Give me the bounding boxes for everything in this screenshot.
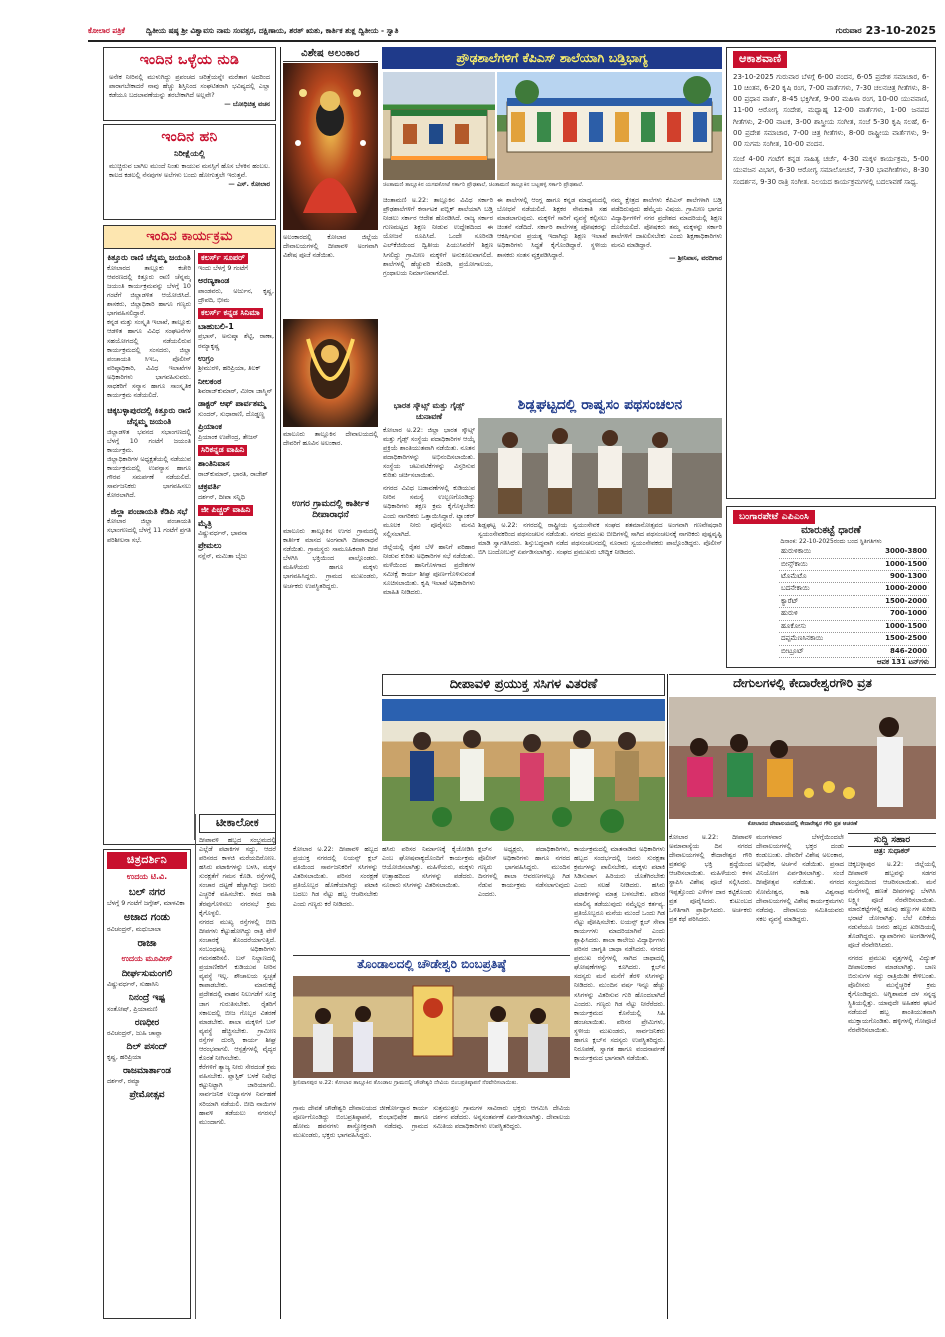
- market-row: [779, 608, 929, 620]
- quote-box: [103, 47, 276, 121]
- market-price: 1000-2000: [854, 583, 929, 595]
- tv-item-10: ಸಿರಿಕನ್ನಡ ವಾಹಿನಿ: [198, 445, 247, 456]
- market-item: ಬೀಟ್ರೂಟ್: [779, 645, 854, 657]
- rss-body: ಶಿಡ್ಲಘಟ್ಟ ಅ.22: ನಗರದಲ್ಲಿ ರಾಷ್ಟ್ರೀಯ ಸ್ವಯಂಸೇವಕ ಸಂಘದ ಶತಮಾನೋತ್ಸವದ ಅಂಗವಾಗಿ ಗಣವೇಷಧಾರಿ ಸ್ವಯಂಸೇವಕರಿಂದ ಪಥಸಂಚಲನ ನಡೆಯಿತು. ನಗರದ ಪ್ರಮುಖ ಬೀದಿಗಳಲ್ಲಿ ಸಾಗಿದ ಪಥಸಂಚಲನಕ್ಕೆ ನಾಗರಿಕರು ಪುಷ್ಪವೃಷ್ಟಿ ಮಾಡಿ ಸ್ವಾಗತಿಸಿದರು. ಶಿಸ್ತುಬದ್ಧವಾಗಿ ನಡೆದ ಪಥಸಂಚಲನದಲ್ಲಿ ನೂರಾರು ಸ್ವಯಂಸೇವಕರು ಪಾಲ್ಗೊಂಡಿದ್ದರು. ಪೊಲೀಸ್ ಬಿಗಿ ಬಂದೋಬಸ್ತ್ ಏರ್ಪಡಿಸಲಾಗಿತ್ತು. ಸಂಘದ ಪ್ರಮುಖರು ಬೌದ್ಧಿಕ ನೀಡಿದರು.: [478, 521, 722, 557]
- market-row: [779, 546, 929, 558]
- puja-icon: [669, 697, 936, 819]
- march-icon: [478, 418, 722, 518]
- paper-name: ಕೋಲಾರ ಪತ್ರಿಕೆ: [88, 26, 125, 35]
- cinema-item-2: ಅಜಾದ ಗಂಡು: [123, 912, 171, 924]
- tv-item-15: ಪ್ರೇಮಲು: [198, 541, 222, 551]
- tv-item-14: ಮೈತ್ರಿ: [198, 518, 212, 528]
- temple-box: [283, 47, 378, 802]
- cinema-filler-2: ರವಿಚಂದ್ರನ್, ಮಧುಬಾಲಾ: [107, 924, 162, 933]
- kedar-headline: ದೇಗುಲಗಳಲ್ಲಿ ಕೇದಾರೇಶ್ವರಗೌರಿ ವ್ರತ: [669, 674, 936, 694]
- market-price: 1000-1500: [854, 558, 929, 570]
- market-row: [779, 645, 929, 657]
- school-building-icon-2: [497, 72, 722, 180]
- tv-filler-2: ಪ್ರಭಾಸ್, ಅನುಷ್ಕಾ ಶೆಟ್ಟಿ, ರಾಣಾ, ರಮ್ಯಾಕೃಷ್ಣ: [198, 332, 274, 350]
- lead-photo-2: [497, 72, 722, 180]
- market-footer: ಆವಕ 131 ಟನ್‌ಗಳು: [876, 658, 929, 667]
- tv-filler-9: ವಿಷ್ಣುವರ್ಧನ್, ಭಾವನಾ: [198, 529, 248, 538]
- cinema-filler-3: ವಿಷ್ಣುವರ್ಧನ್, ಸುಹಾಸಿನಿ: [107, 980, 159, 989]
- market-row: [779, 558, 929, 570]
- chowdeshwari-col1: ಗ್ರಾಮ ದೇವತೆ ಚೌಡೇಶ್ವರಿ ದೇವಾಲಯದ ಜೀರ್ಣೋದ್ಧಾರ ಕಾರ್ಯ ಪೂರ್ಣಗೊಂಡಿದ್ದು ಬಿಂಬಪ್ರತಿಷ್ಠಾಪನೆ, ಕುಂಭಾಭಿಷೇಕ ಹಾಗೂ ಹೋಮ ಹವನಗಳು ಶಾಸ್ತ್ರೋಕ್ತವಾಗಿ ನಡೆದವು. ಗ್ರಾಮದ ಮುಖಂಡರು, ಭಕ್ತರು ಭಾಗವಹಿಸಿದ್ದರು.: [293, 1104, 428, 1140]
- kedar-col3: ಚಿಕ್ಕಬಳ್ಳಾಪುರ ಅ.22: ಜಿಲ್ಲೆಯಲ್ಲಿ ದೀಪಾವಳಿ ಹಬ್ಬವನ್ನು ಸಡಗರ ಸಂಭ್ರಮದಿಂದ ಆಚರಿಸಲಾಯಿತು. ಮನೆ ಮನೆಗಳಲ್ಲಿ ಹಣತೆ ದೀಪಗಳನ್ನು ಬೆಳಗಿಸಿ ಲಕ್ಷ್ಮೀ ಪೂಜೆ ನೆರವೇರಿಸಲಾಯಿತು. ಮಾರುಕಟ್ಟೆಗಳಲ್ಲಿ ಹೂವು ಹಣ್ಣುಗಳ ಖರೀದಿ ಭರಾಟೆ ಜೋರಾಗಿತ್ತು. ಬೆಲೆ ಏರಿಕೆಯ ನಡುವೆಯೂ ಜನರು ಹಬ್ಬದ ಖರೀದಿಯಲ್ಲಿ ತೊಡಗಿದ್ದರು. ವ್ಯಾಪಾರಿಗಳು ಅಂಗಡಿಗಳಲ್ಲಿ ಪೂಜೆ ನೆರವೇರಿಸಿದರು.: [848, 859, 936, 950]
- market-note: ದಿನಾಂಕ: 22-10-2025ರಂದು ಬಂದ ಸ್ಥಿತಿಗತಿಗಳು: [780, 537, 882, 545]
- deity-icon: [283, 63, 378, 230]
- market-subtitle: ಮಾರುಕಟ್ಟೆ ಧಾರಣೆ: [801, 525, 861, 537]
- programs-col1: [107, 250, 191, 842]
- quote-body: ಅನೇಕ ನೀರಿನಲ್ಲಿ ಮುಳುಗಿದ್ದು ಪ್ರಪಂಚದ ಚರಿತ್ರೆಯನ್ನೇ ಮರೆತಾಗ ಅದರಿಂದ ಪಾರಾಗಬೇಕಾದರೆ ನಾವು ಹೆಚ್ಚು ಶಿಸ್ತಿನಿಂದ ಸಂಘಟಿತರಾಗಿ ಭವಿಷ್ಯದಲ್ಲಿ ಎಲ್ಲಾ ಕಡೆಯೂ ಬದಲಾವಣೆಯನ್ನು ತರಬೇಕಾಗಿದೆ ಅಲ್ಲವೇ?: [109, 72, 270, 100]
- programs-col2: [198, 250, 274, 842]
- teekaloka-box: [195, 814, 276, 1319]
- tv-item-5: ಬಾಹುಬಲಿ-1: [198, 321, 234, 331]
- market-price: 1500-2000: [854, 595, 929, 607]
- issue-date: 23-10-2025: [865, 23, 936, 37]
- temple-title: ವಿಶೇಷ ಅಲಂಕಾರ: [283, 47, 378, 62]
- diwali-col4: ಕಾರ್ಯಕ್ರಮದಲ್ಲಿ ಮಾತನಾಡಿದ ಅಧಿಕಾರಿಗಳು ಹಬ್ಬದ ಸಂದರ್ಭದಲ್ಲಿ ಜನರು ಸುರಕ್ಷತಾ ಕ್ರಮಗಳನ್ನು ಪಾಲಿಸಬೇಕು, ಮಕ್ಕಳು ಪಟಾಕಿ ಸಿಡಿಸುವಾಗ ಹಿರಿಯರು ಜೊತೆಗಿರಬೇಕು ಎಂದು ಸಲಹೆ ನೀಡಿದರು. ಹಸಿರು ಪಟಾಕಿಗಳನ್ನು ಮಾತ್ರ ಬಳಸಬೇಕು. ಪರಿಸರ ಮಾಲಿನ್ಯ ತಡೆಯುವುದು ನಮ್ಮೆಲ್ಲರ ಕರ್ತವ್ಯ. ಪ್ರತಿಯೊಬ್ಬರೂ ಮನೆಯ ಮುಂದೆ ಒಂದು ಗಿಡ ನೆಟ್ಟು ಪೋಷಿಸಬೇಕು. ಲಯನ್ಸ್ ಕ್ಲಬ್ ಸೇವಾ ಕಾರ್ಯಗಳು ಮಾದರಿಯಾಗಿವೆ ಎಂದು ಶ್ಲಾಘಿಸಿದರು. ಶಾಲಾ ಕಾಲೇಜು ವಿದ್ಯಾರ್ಥಿಗಳು ಪರಿಸರ ಜಾಗೃತಿ ಜಾಥಾ ನಡೆಸಿದರು. ನಗರದ ಪ್ರಮುಖ ರಸ್ತೆಗಳಲ್ಲಿ ಸಾಗಿದ ಜಾಥಾದಲ್ಲಿ ಘೋಷಣೆಗಳನ್ನು ಕೂಗಿದರು. ಕ್ಲಬ್‌ನ ಸದಸ್ಯರು ಮನೆ ಮನೆಗೆ ತೆರಳಿ ಸಸಿಗಳನ್ನು ನೀಡಿದರು. ಮುಂದಿನ ವರ್ಷ ಇನ್ನೂ ಹೆಚ್ಚು ಸಸಿಗಳನ್ನು ವಿತರಿಸುವ ಗುರಿ ಹೊಂದಲಾಗಿದೆ ಎಂದರು. ಗಣ್ಯರು ಗಿಡ ನೆಟ್ಟು ನೀರೆರೆದರು. ಕಾರ್ಯಕ್ರಮದ ಕೊನೆಯಲ್ಲಿ ಸಿಹಿ ಹಂಚಲಾಯಿತು. ಪರಿಸರ ಪ್ರೇಮಿಗಳು, ಸ್ಥಳೀಯ ಮುಖಂಡರು, ಸಾರ್ವಜನಿಕರು ಹಾಗೂ ಕ್ಲಬ್‌ನ ಸದಸ್ಯರು ಉಪಸ್ಥಿತರಿದ್ದರು. ನಿರೂಪಣೆ, ಸ್ವಾಗತ ಹಾಗೂ ವಂದನಾರ್ಪಣೆ ಕಾರ್ಯಕ್ರಮದ ಭಾಗವಾಗಿ ನಡೆಯಿತು.: [574, 845, 665, 1063]
- chowdeshwari-headline: ತೊಂಡಾಲದಲ್ಲಿ ಚೌಡೇಶ್ವರಿ ಬಿಂಬಪ್ರತಿಷ್ಠೆ: [293, 955, 570, 973]
- hani-body: ಮುಚ್ಚಿರುವ ಬಾಗಿಲ ಮುಂದೆ ನಿಂತು ಕಾಯುವ ಮನಸ್ಸಿಗೆ ಹೊಸ ಬೆಳಕಿನ ಹಂಬಲ. ಕಾಲದ ಕಡಲಲ್ಲಿ ನೆನಪುಗಳ ಅಲೆಗಳು ಬಂದು ಹೋಗುತ್ತಲೇ ಇರುತ್ತವೆ.: [109, 161, 270, 179]
- chowdeshwari-col2: ಸುತ್ತಮುತ್ತಲ ಗ್ರಾಮಗಳ ಸಾವಿರಾರು ಭಕ್ತರು ಆಗಮಿಸಿ ದೇವಿಯ ದರ್ಶನ ಪಡೆದರು. ಅನ್ನಸಂತರ್ಪಣೆ ಏರ್ಪಡಿಸಲಾಗಿತ್ತು. ದೇವಾಲಯ ಸಮಿತಿಯ ಪದಾಧಿಕಾರಿಗಳು ಉಪಸ್ಥಿತರಿದ್ದರು.: [433, 1104, 570, 1131]
- cinema-filler-1: ಬೆಳಗ್ಗೆ 9 ಗಂಟೆಗೆ ಜಗ್ಗೇಶ್, ಮಾಳವಿಕಾ: [107, 899, 185, 908]
- chowdeshwari-caption: ಶ್ರೀನಿವಾಸಪುರ ಅ.22: ಕೋಲಾರ ತಾಲ್ಲೂಕಿನ ತೊಂಡಾಲ ಗ್ರಾಮದಲ್ಲಿ ಚೌಡೇಶ್ವರಿ ದೇವಿಯ ಬಿಂಬಪ್ರತಿಷ್ಠಾಪನೆ ನೆರವೇರಿಸಲಾಯಿತು.: [293, 1080, 519, 1086]
- general-body-1: [383, 400, 475, 670]
- general-body-3-text: ಜಿಲ್ಲೆಯಲ್ಲಿ ರೈತರ ಬೆಳೆ ಹಾನಿಗೆ ಪರಿಹಾರ ನೀಡುವ ಕುರಿತು ಅಧಿಕಾರಿಗಳ ಸಭೆ ನಡೆಯಿತು. ಮಳೆಯಿಂದ ಹಾನಿಗೊಳಗಾದ ಪ್ರದೇಶಗಳ ಸಮೀಕ್ಷೆ ಕಾರ್ಯ ಶೀಘ್ರ ಪೂರ್ಣಗೊಳಿಸುವಂತೆ ಸೂಚಿಸಲಾಯಿತು. ಕೃಷಿ ಇಲಾಖೆ ಅಧಿಕಾರಿಗಳು ಮಾಹಿತಿ ನೀಡಿದರು.: [383, 542, 475, 597]
- cinema-item-6: ರಣಧೀರ: [134, 1017, 160, 1028]
- tv-filler-4: ಶಿವರಾಜ್‌ಕುಮಾರ್, ಮೀರಾ ಜಾಸ್ಮಿನ್: [198, 387, 273, 396]
- cinema-item-7: ದಿಲ್ ಪಸಂದ್: [126, 1041, 168, 1052]
- tv-filler-3: ಶ್ರೀಮುರಳಿ, ಹರಿಪ್ರಿಯಾ, ತಿಲಕ್: [198, 364, 261, 373]
- cinema-box: [103, 849, 191, 1319]
- kedar-col3-head: ಸುದ್ದಿ ಸಹಾರ: [848, 833, 936, 847]
- market-item: ಕ್ಯಾರೆಟ್: [779, 595, 854, 607]
- cinema-filler-7: ದರ್ಶನ್, ರಮ್ಯಾ: [107, 1077, 141, 1086]
- tv-item-8: ಡಾಕ್ಟರ್ ಆಫ್ ಪಾರ್ವತಮ್ಮ: [198, 399, 266, 409]
- column-rule-1: [280, 47, 281, 1319]
- radio-box: [726, 47, 936, 499]
- lead-headline: [382, 47, 722, 69]
- programs-title: ಇಂದಿನ ಕಾರ್ಯಕ್ರಮ: [104, 226, 275, 249]
- market-row: [779, 571, 929, 583]
- cinema-title: ಚಿತ್ರದರ್ಶಿನಿ: [107, 852, 187, 869]
- market-item: ಬೀನ್ಸ್‌ಕಾಯಿ: [779, 558, 854, 570]
- panchanga-line: ದ್ವಿತೀಯ ಷಷ್ಠ ಶ್ರೀ ವಿಶ್ವಾವಸು ನಾಮ ಸಂವತ್ಸರ, ದಕ್ಷಿಣಾಯ, ಶರತ್ ಋತು, ಕಾರ್ತಿಕ ಶುಕ್ಲ ದ್ವಿತೀಯ - ಸ್ವಾತಿ: [146, 26, 399, 35]
- program-item-3-text: ಕೋಲಾರ ಜಿಲ್ಲಾ ಪಂಚಾಯತಿ ಸಭಾಂಗಣದಲ್ಲಿ ಬೆಳಗ್ಗೆ 11 ಗಂಟೆಗೆ ಪ್ರಗತಿ ಪರಿಶೀಲನಾ ಸಭೆ.: [107, 517, 191, 544]
- market-table: [779, 546, 929, 658]
- general-body-2-text: ನಗರದ ವಿವಿಧ ಬಡಾವಣೆಗಳಲ್ಲಿ ಕುಡಿಯುವ ನೀರಿನ ಸಮಸ್ಯೆ ಉಲ್ಬಣಗೊಂಡಿದ್ದು ಅಧಿಕಾರಿಗಳು ತಕ್ಷಣ ಕ್ರಮ ಕೈಗೊಳ್ಳಬೇಕು ಎಂದು ನಾಗರಿಕರು ಒತ್ತಾಯಿಸಿದ್ದಾರೆ. ಟ್ಯಾಂಕರ್ ಮೂಲಕ ನೀರು ಪೂರೈಸಲು ಮನವಿ ಸಲ್ಲಿಸಲಾಗಿದೆ.: [383, 484, 475, 538]
- lead-photo-1: [383, 72, 495, 180]
- tv-filler-5: ಸುಂದರ್, ಸುಧಾರಾಣಿ, ದೊಡ್ಡಣ್ಣ: [198, 410, 265, 419]
- tv-item-2: ಇಂದು ಬೆಳಗ್ಗೆ 9 ಗಂಟೆಗೆ: [198, 263, 248, 272]
- lead-col3-wrap: [611, 196, 722, 396]
- chowdeshwari-photo: [293, 976, 570, 1078]
- cinema-item-8: ರಾಜಮಾರ್ತಾಂಡ: [122, 1066, 172, 1077]
- radio-body-2: ಸಂಜೆ 4-00 ಗಂಟೆಗೆ ಕನ್ನಡ ಸಾಹಿತ್ಯ ಚರ್ಚೆ, 4-30 ಮಕ್ಕಳ ಕಾರ್ಯಕ್ರಮ, 5-00 ಯುವಜನ ವಿಭಾಗ, 6-30 ಆರೋಗ್ಯ ಸಮಾಲೋಚನೆ, 7-30 ಭಾವಗೀತೆಗಳು, 8-30 ಸಂದರ್ಶನ, 9-30 ರಾತ್ರಿ ಸಂಗೀತ. ನಿಲಯದ ಕಾರ್ಯಕ್ರಮಗಳಲ್ಲಿ ಬದಲಾವಣೆ ಸಾಧ್ಯ.: [733, 155, 929, 186]
- lead-title: ಪ್ರೌಢಶಾಲೆಗಳಿಗೆ ಕೆಪಿಎಸ್ ಶಾಲೆಯಾಗಿ ಬಡ್ತಿಭಾಗ್ಯ: [456, 49, 648, 65]
- rss-photo: [478, 418, 722, 518]
- kedar-col3-more: ನಗರದ ಪ್ರಮುಖ ವೃತ್ತಗಳಲ್ಲಿ ವಿದ್ಯುತ್ ದೀಪಾಲಂಕಾರ ಮಾಡಲಾಗಿತ್ತು. ಬಾಣ ಬಿರುಸುಗಳ ಸದ್ದು ರಾತ್ರಿಯಿಡೀ ಕೇಳಿಬಂತು. ಪೊಲೀಸರು ಮುನ್ನೆಚ್ಚರಿಕೆ ಕ್ರಮ ಕೈಗೊಂಡಿದ್ದರು. ಅಗ್ನಿಶಾಮಕ ದಳ ಸನ್ನದ್ಧ ಸ್ಥಿತಿಯಲ್ಲಿತ್ತು. ಯಾವುದೇ ಅಹಿತಕರ ಘಟನೆ ನಡೆಯದೆ ಹಬ್ಬ ಶಾಂತಿಯುತವಾಗಿ ಮುಕ್ತಾಯಗೊಂಡಿತು. ಹಳ್ಳಿಗಳಲ್ಲಿ ಗೋಪೂಜೆ ನೆರವೇರಿಸಲಾಯಿತು.: [848, 953, 936, 1035]
- tv-item-1: ಕಲರ್ಸ್ ಸೂಪರ್: [198, 253, 248, 264]
- rss-headline: ಶಿಡ್ಲಘಟ್ಟದಲ್ಲಿ ರಾಷ್ವಸಂ ಪಥಸಂಚಲನ: [517, 397, 683, 413]
- market-item: ಹೂಕೋಸು: [779, 620, 854, 632]
- diwali-col3: ಕ್ಲಬ್‌ನ ಅಧ್ಯಕ್ಷರು, ಪದಾಧಿಕಾರಿಗಳು, ಪೊಲೀಸ್ ಅಧಿಕಾರಿಗಳು ಹಾಗೂ ನಗರದ ಗಣ್ಯರು ಭಾಗವಹಿಸಿದ್ದರು. ಮುಂದಿನ ದಿನಗಳಲ್ಲಿ ಶಾಲಾ ಆವರಣಗಳಲ್ಲೂ ಗಿಡ ನೆಡುವ ಕಾರ್ಯಕ್ರಮ ನಡೆಸಲಾಗುವುದು ಎಂದರು.: [478, 845, 570, 899]
- lead-author: — ಶ್ರೀನಿವಾಸ, ವರದಿಗಾರ: [669, 253, 722, 262]
- temple-body2: ಮಾಲೂರು ತಾಲ್ಲೂಕಿನ ಉಗರ ಗ್ರಾಮದಲ್ಲಿ ಕಾರ್ತೀಕ ಮಾಸದ ಅಂಗವಾಗಿ ದೀಪಾರಾಧನೆ ನಡೆಯಿತು. ಗ್ರಾಮಸ್ಥರು ಸಾಮೂಹಿಕವಾಗಿ ದೀಪ ಬೆಳಗಿಸಿ ಭಕ್ತಿಯಿಂದ ಪಾಲ್ಗೊಂಡರು. ಮಹಿಳೆಯರು ಹಾಗೂ ಮಕ್ಕಳು ಭಾಗವಹಿಸಿದ್ದರು. ಗ್ರಾಮದ ಮುಖಂಡರು, ಅರ್ಚಕರು ಉಪಸ್ಥಿತರಿದ್ದರು.: [283, 527, 378, 590]
- tv-item-9: ಪ್ರಿಯಾಂಕ: [198, 422, 223, 432]
- tv-item-11: ಶಾಂತಿನಿವಾಸ: [198, 459, 230, 469]
- temple-subhead: ಉಗರ ಗ್ರಾಮದಲ್ಲಿ ಕಾರ್ತೀಕ ದೀಪಾರಾಧನೆ: [291, 499, 370, 520]
- diwali-title: ದೀಪಾವಳಿ ಪ್ರಯುಕ್ತ ಸಸಿಗಳ ವಿತರಣೆ: [449, 677, 598, 693]
- radio-body: 23-10-2025 ಗುರುವಾರ ಬೆಳಗ್ಗೆ 6-00 ವಂದನ, 6-05 ಪ್ರದೇಶ ಸಮಾಚಾರ, 6-10 ಚಿಂತನ, 6-20 ಕೃಷಿ ರಂಗ, 7-00 ವಾರ್ತೆಗಳು, 7-30 ಚಲನಚಿತ್ರ ಗೀತೆಗಳು, 8-00 ಪ್ರಧಾನ ವಾರ್ತೆ, 8-45 ಭಕ್ತಿಗೀತೆ, 9-00 ಮಹಿಳಾ ರಂಗ, 10-00 ಯುವವಾಣಿ, 11-00 ಆರೋಗ್ಯ ಸಂದೇಶ, ಮಧ್ಯಾಹ್ನ 12-00 ವಾರ್ತೆಗಳು, 1-00 ಜನಪದ ಗೀತೆಗಳು, 2-00 ನಾಟಕ, 3-00 ಶಾಸ್ತ್ರೀಯ ಸಂಗೀತ, ಸಂಜೆ 5-30 ಕೃಷಿ ಸಲಹೆ, 6-00 ಪ್ರದೇಶ ಸಮಾಚಾರ, 7-00 ಚಿತ್ರ ಗೀತೆಗಳು, 8-00 ರಾಷ್ಟ್ರೀಯ ವಾರ್ತೆಗಳು, 9-00 ಸುಗಮ ಸಂಗೀತ, 10-00 ವಂದನ.: [733, 72, 929, 148]
- programs-box: [103, 225, 276, 845]
- diwali-photo: [382, 699, 665, 841]
- tv-item-13: ಜೀ ಪಿಚ್ಚರ್ ವಾಹಿನಿ: [198, 505, 253, 516]
- kedar-body: ಕೋಲಾರ ಅ.22: ದೀಪಾವಳಿ ಅಮಾವಾಸ್ಯೆಯ ದಿನ ನಗರದ ದೇವಾಲಯಗಳಲ್ಲಿ ಕೇದಾರೇಶ್ವರ ಗೌರಿ ವ್ರತವನ್ನು ಭಕ್ತಿ ಶ್ರದ್ಧೆಯಿಂದ ಆಚರಿಸಲಾಯಿತು. ಮಹಿಳೆಯರು ಕಳಸ ಸ್ಥಾಪಿಸಿ ವಿಶೇಷ ಪೂಜೆ ಸಲ್ಲಿಸಿದರು. ಇಪ್ಪತ್ತೊಂದು ಎಳೆಗಳ ದಾರ ಕಟ್ಟಿಕೊಂಡು ವ್ರತ ಪೂರೈಸಿದರು. ಕುಟುಂಬದ ಒಳಿತಿಗಾಗಿ ಪ್ರಾರ್ಥಿಸಿದರು. ಅರ್ಚಕರು ವ್ರತ ಕಥೆ ಪಠಿಸಿದರು.: [669, 833, 752, 923]
- program-item-2-text: ಜಿಲ್ಲಾಡಳಿತ ಭವನದ ಸಭಾಂಗಣದಲ್ಲಿ ಬೆಳಗ್ಗೆ 10 ಗಂಟೆಗೆ ಜಯಂತಿ ಕಾರ್ಯಕ್ರಮ.: [107, 427, 191, 454]
- lead-caption: ಚಿಂತಾಮಣಿ ತಾಲ್ಲೂಕಿನ ಯಗವಕೋಟೆ ಸರ್ಕಾರಿ ಪ್ರೌಢಶಾಲೆ, ಚಿಂತಾಮಣಿ ತಾಲ್ಲೂಕಿನ ಬಟ್ಲಹಳ್ಳಿ ಸರ್ಕಾರಿ ಪ್ರೌಢಶಾಲೆ.: [383, 182, 584, 188]
- market-item: ಹುರುಳಿ: [779, 608, 854, 620]
- general-subhead-1: ಭಾರತ ಸ್ಕೌಟ್ಸ್ ಮತ್ತು ಗೈಡ್ಸ್ ಚುನಾವಣೆ: [393, 401, 465, 422]
- diwali-headline: [382, 674, 665, 696]
- cinema-item-9: ಪ್ರೇಮೋತ್ಸವ: [129, 1090, 165, 1101]
- market-row: [779, 595, 929, 607]
- kedar-col3-wrap: [848, 833, 936, 1319]
- temple-photo-1: [283, 63, 378, 230]
- kedar-caption: ಕೋಲಾರದ ದೇವಾಲಯದಲ್ಲಿ ಕೇದಾರೇಶ್ವರ ಗೌರಿ ವ್ರತ ಆಚರಣೆ: [747, 821, 858, 827]
- sapling-distribution-icon: [382, 699, 665, 841]
- program-item-2-title: ಚಿಕ್ಕಬಳ್ಳಾಪುರದಲ್ಲಿ ಕಿತ್ತೂರು ರಾಣಿ ಚೆನ್ನಮ್ಮ ಜಯಂತಿ: [107, 406, 191, 426]
- tv-filler-6: ಪ್ರಿಯಾಂಕ ಉಪೇಂದ್ರ, ತೇಜಸ್: [198, 433, 258, 442]
- hani-box: [103, 124, 276, 220]
- hani-author: — ಎಸ್. ಕೋಲಾರ: [228, 179, 270, 188]
- cinema-filler-6: ಕೃಷ್ಣ, ಹರಿಪ್ರಿಯಾ: [107, 1052, 142, 1061]
- cinema-head-1: ಉದಯ ಟಿ.ವಿ.: [126, 871, 168, 881]
- market-row: [779, 583, 929, 595]
- tv-item-7: ನೀಲಕಂಠ: [198, 376, 222, 386]
- school-building-icon: [383, 72, 495, 180]
- market-item: ದಪ್ಪಮೆಣಸಿನಕಾಯಿ: [779, 633, 854, 645]
- programs-divider: [194, 250, 195, 840]
- general-body-1-text: ಕೋಲಾರ ಅ.22: ಜಿಲ್ಲಾ ಭಾರತ ಸ್ಕೌಟ್ಸ್ ಮತ್ತು ಗೈಡ್ಸ್ ಸಂಸ್ಥೆಯ ಪದಾಧಿಕಾರಿಗಳ ಆಯ್ಕೆ ಪ್ರಕ್ರಿಯೆ ಶಾಂತಿಯುತವಾಗಿ ನಡೆಯಿತು. ನೂತನ ಪದಾಧಿಕಾರಿಗಳನ್ನು ಅಭಿನಂದಿಸಲಾಯಿತು. ಸಂಸ್ಥೆಯ ಚಟುವಟಿಕೆಗಳನ್ನು ವಿಸ್ತರಿಸುವ ಕುರಿತು ಚರ್ಚಿಸಲಾಯಿತು.: [383, 425, 475, 480]
- market-price: 3000-3800: [854, 546, 929, 558]
- program-item-3-title: ಜಿಲ್ಲಾ ಪಂಚಾಯತಿ ಕೆಡಿಪಿ ಸಭೆ: [110, 506, 188, 516]
- market-row: [779, 620, 929, 632]
- quote-title: ಇಂದಿನ ಒಳ್ಳೆಯ ನುಡಿ: [139, 52, 240, 68]
- market-title: ಬಂಗಾರಪೇಟೆ ಎಪಿಎಂಸಿ: [733, 510, 815, 524]
- cinema-item-5: ನಿನಂದ್ರೆ ಇಷ್ಟ: [128, 993, 166, 1004]
- teekaloka-body-2: ನಗರದ ಮುಖ್ಯ ರಸ್ತೆಗಳಲ್ಲಿ ಬೀದಿ ದೀಪಗಳು ಕೆಟ್ಟುಹೋಗಿದ್ದು ರಾತ್ರಿ ವೇಳೆ ಸಂಚಾರಕ್ಕೆ ತೊಂದರೆಯಾಗುತ್ತಿದೆ. ಸಂಬಂಧಪಟ್ಟ ಅಧಿಕಾರಿಗಳು ಗಮನಹರಿಸಲಿ. ಬಸ್ ನಿಲ್ದಾಣದಲ್ಲಿ ಪ್ರಯಾಣಿಕರಿಗೆ ಕುಡಿಯುವ ನೀರಿನ ವ್ಯವಸ್ಥೆ ಇಲ್ಲ. ಶೌಚಾಲಯ ಸ್ವಚ್ಛತೆ ಕಾಪಾಡಬೇಕು. ಮಾರುಕಟ್ಟೆ ಪ್ರದೇಶದಲ್ಲಿ ವಾಹನ ನಿಲುಗಡೆಗೆ ಸೂಕ್ತ ಜಾಗ ಗುರುತಿಸಬೇಕು. ರೈತರಿಗೆ ಸಕಾಲದಲ್ಲಿ ಬೀಜ ಗೊಬ್ಬರ ವಿತರಣೆ ಮಾಡಬೇಕು. ಶಾಲಾ ಮಕ್ಕಳಿಗೆ ಬಸ್ ವ್ಯವಸ್ಥೆ ಹೆಚ್ಚಿಸಬೇಕು. ಗ್ರಾಮೀಣ ರಸ್ತೆಗಳ ದುರಸ್ತಿ ಕಾರ್ಯ ಶೀಘ್ರ ಆರಂಭವಾಗಲಿ. ಆಸ್ಪತ್ರೆಗಳಲ್ಲಿ ವೈದ್ಯರ ಕೊರತೆ ನೀಗಿಸಬೇಕು.: [199, 917, 276, 1063]
- market-price: 846-2000: [854, 645, 929, 657]
- market-price: 1000-1500: [854, 620, 929, 632]
- program-item-2-more: ಜಿಲ್ಲಾಧಿಕಾರಿಗಳ ಅಧ್ಯಕ್ಷತೆಯಲ್ಲಿ ನಡೆಯುವ ಕಾರ್ಯಕ್ರಮದಲ್ಲಿ ಉಪನ್ಯಾಸ ಹಾಗೂ ಗೌರವ ಸಮರ್ಪಣೆ ನಡೆಯಲಿದೆ. ಸಾರ್ವಜನಿಕರು ಭಾಗವಹಿಸಲು ಕೋರಲಾಗಿದೆ.: [107, 455, 191, 500]
- cinema-filler-4: ಸಂತೋಷ್, ಪ್ರಿಯಾಮಣಿ: [107, 1004, 158, 1013]
- tv-item-4: ಕಲರ್ಸ್ ಕನ್ನಡ ಸಿನಿಮಾ: [198, 308, 263, 319]
- teekaloka-body-3: ಕೆರೆಗಳಿಗೆ ತ್ಯಾಜ್ಯ ನೀರು ಸೇರದಂತೆ ಕ್ರಮ ವಹಿಸಬೇಕು. ಪ್ಲಾಸ್ಟಿಕ್ ಬಳಕೆ ನಿಷೇಧ ಕಟ್ಟುನಿಟ್ಟಾಗಿ ಜಾರಿಯಾಗಲಿ. ಸಾರ್ವಜನಿಕ ಉದ್ಯಾನಗಳ ನಿರ್ವಹಣೆ ಸರಿಯಾಗಿ ನಡೆಯಲಿ. ಬೀದಿ ನಾಯಿಗಳ ಹಾವಳಿ ತಡೆಯಲು ನಗರಸಭೆ ಮುಂದಾಗಲಿ.: [199, 1063, 276, 1126]
- tv-filler-1: ಪಾಂಡವರು, ಅರ್ಜುನ, ಕೃಷ್ಣ, ದ್ರೌಪದಿ, ಭೀಮ: [198, 286, 274, 304]
- cinema-head-2: ಉದಯ ಮೂವೀಸ್: [121, 954, 173, 964]
- market-price: 1500-2500: [854, 633, 929, 645]
- tv-filler-8: ದರ್ಶನ್, ದೀಪಾ ಸನ್ನಿಧಿ: [198, 492, 245, 501]
- hani-title: ಇಂದಿನ ಹನಿ: [161, 129, 218, 145]
- diwali-col2: ಹಸಿರು ಪರಿಸರ ನಿರ್ಮಾಣಕ್ಕೆ ಕೈಜೋಡಿಸಿ ಎಂಬ ಘೋಷವಾಕ್ಯದೊಂದಿಗೆ ಕಾರ್ಯಕ್ರಮ ಆಯೋಜಿಸಲಾಗಿತ್ತು. ಮಹಿಳೆಯರು, ಮಕ್ಕಳು ಉತ್ಸಾಹದಿಂದ ಸಸಿಗಳನ್ನು ಪಡೆದರು. ನೂರಾರು ಸಸಿಗಳನ್ನು ವಿತರಿಸಲಾಯಿತು.: [382, 845, 474, 890]
- tv-item-12: ಚಕ್ರವರ್ತಿ: [198, 481, 221, 491]
- market-row: [779, 633, 929, 645]
- issue-day: ಗುರುವಾರ: [835, 25, 862, 35]
- kedar-col3-sub: ಚಿತ್ರ: ಸುಧಾಕರ್: [873, 847, 910, 856]
- temple-gathering-icon: [293, 976, 570, 1078]
- lead-col3: ನಮ್ಮ ಕ್ಷೇತ್ರದ ಶಾಲೆಗಳು ಕೆಪಿಎಸ್ ಶಾಲೆಗಳಾಗಿ ಬಡ್ತಿ ಪಡೆದಿರುವುದು ಹೆಮ್ಮೆಯ ವಿಷಯ. ಗ್ರಾಮೀಣ ಭಾಗದ ವಿದ್ಯಾರ್ಥಿಗಳಿಗೆ ನಗರ ಪ್ರದೇಶದ ಮಾದರಿಯಲ್ಲಿ ಶಿಕ್ಷಣ ದೊರೆಯಲಿದೆ. ಪೋಷಕರು ತಮ್ಮ ಮಕ್ಕಳನ್ನು ಸರ್ಕಾರಿ ಶಾಲೆಗಳಿಗೆ ದಾಖಲಿಸಬೇಕು ಎಂದು ಶಿಕ್ಷಣಾಧಿಕಾರಿಗಳು ಮನವಿ ಮಾಡಿದ್ದಾರೆ.: [611, 196, 722, 250]
- teekaloka-title: ಟೀಕಾಲೋಕ: [199, 814, 276, 833]
- garland-icon: [283, 319, 378, 427]
- market-item: ಟೊಮೆಟೊ: [779, 571, 854, 583]
- tv-filler-7: ರಾಜ್‌ಕುಮಾರ್, ಭಾರತಿ, ರಾಜೇಶ್: [198, 469, 268, 478]
- quote-source: — ಬೋಧಿಚಿತ್ತ ವಚನ: [224, 100, 270, 109]
- market-price: 900-1300: [854, 571, 929, 583]
- lead-col1: ಚಿಂತಾಮಣಿ ಅ.22: ತಾಲ್ಲೂಕಿನ ವಿವಿಧ ಸರ್ಕಾರಿ ಪ್ರೌಢಶಾಲೆಗಳಿಗೆ ಕರ್ನಾಟಕ ಪಬ್ಲಿಕ್ ಶಾಲೆಯಾಗಿ ಬಡ್ತಿ ನೀಡಲು ಸರ್ಕಾರ ಆದೇಶ ಹೊರಡಿಸಿದೆ. ರಾಜ್ಯ ಸರ್ಕಾರ ಗುಣಮಟ್ಟದ ಶಿಕ್ಷಣ ನೀಡುವ ಉದ್ದೇಶದಿಂದ ಈ ಯೋಜನೆ ರೂಪಿಸಿದೆ. ಒಂದೇ ಸೂರಿನಡಿ ಎಲ್‌ಕೆಜಿಯಿಂದ ದ್ವಿತೀಯ ಪಿಯುಸಿವರೆಗೆ ಶಿಕ್ಷಣ ಸಿಗಲಿದ್ದು ಗ್ರಾಮೀಣ ಮಕ್ಕಳಿಗೆ ಅನುಕೂಲವಾಗಲಿದೆ. ಶಾಲೆಗಳಲ್ಲಿ ಹೆಚ್ಚುವರಿ ಕೊಠಡಿ, ಪ್ರಯೋಗಾಲಯ, ಗ್ರಂಥಾಲಯ ನಿರ್ಮಾಣವಾಗಲಿದೆ.: [383, 196, 493, 277]
- tv-item-3: ಅರಣ್ಯಕಾಂಡ: [198, 275, 230, 285]
- lead-col2: ಈ ಶಾಲೆಗಳಲ್ಲಿ ಆಂಗ್ಲ ಹಾಗೂ ಕನ್ನಡ ಮಾಧ್ಯಮದಲ್ಲಿ ಬೋಧನೆ ನಡೆಯಲಿದೆ. ಶಿಕ್ಷಕರ ನೇಮಕಾತಿ ಸಹ ಮಾಡಲಾಗುವುದು. ಮಕ್ಕಳಿಗೆ ಸಾರಿಗೆ ವ್ಯವಸ್ಥೆ ಕಲ್ಪಿಸಲು ಚಿಂತನೆ ನಡೆದಿದೆ. ಸರ್ಕಾರಿ ಶಾಲೆಗಳತ್ತ ಪೋಷಕರನ್ನು ಆಕರ್ಷಿಸುವ ಪ್ರಯತ್ನ ಇದಾಗಿದ್ದು ಶಿಕ್ಷಣ ಇಲಾಖೆ ಅಧಿಕಾರಿಗಳು ಸಿದ್ಧತೆ ಕೈಗೊಂಡಿದ್ದಾರೆ. ಸ್ಥಳೀಯ ಶಾಸಕರು ಸಂತಸ ವ್ಯಕ್ತಪಡಿಸಿದ್ದಾರೆ.: [497, 196, 607, 259]
- tv-item-6: ಉಗ್ರಂ: [198, 353, 214, 363]
- market-price: 700-1000: [854, 608, 929, 620]
- program-item-1-text: ಕೋಲಾರದ ತಾಲ್ಲೂಕು ಕಚೇರಿ ಆವರಣದಲ್ಲಿ ಕಿತ್ತೂರು ರಾಣಿ ಚೆನ್ನಮ್ಮ ಜಯಂತಿ ಕಾರ್ಯಕ್ರಮವನ್ನು ಬೆಳಗ್ಗೆ 10 ಗಂಟೆಗೆ ಜಿಲ್ಲಾಡಳಿತ ಆಯೋಜಿಸಿದೆ. ಶಾಸಕರು, ಜಿಲ್ಲಾಧಿಕಾರಿ ಹಾಗೂ ಗಣ್ಯರು ಭಾಗವಹಿಸಲಿದ್ದಾರೆ.: [107, 263, 191, 318]
- teekaloka-body: ದೀಪಾವಳಿ ಹಬ್ಬದ ಸಂಭ್ರಮದಲ್ಲಿ ಎಲ್ಲೆಡೆ ಪಟಾಕಿಗಳ ಸದ್ದು, ಆದರೆ ಪರಿಸರದ ಕಾಳಜಿ ಮರೆಯದಿರೋಣ. ಹಸಿರು ಪಟಾಕಿಗಳನ್ನು ಬಳಸಿ, ಮಕ್ಕಳ ಸುರಕ್ಷತೆಗೆ ಗಮನ ಕೊಡಿ. ರಸ್ತೆಗಳಲ್ಲಿ ಸಂಚಾರ ದಟ್ಟಣೆ ಹೆಚ್ಚಾಗಿದ್ದು ಜನರು ಎಚ್ಚರಿಕೆ ವಹಿಸಬೇಕು. ಕಸದ ರಾಶಿ ತೆರವುಗೊಳಿಸಲು ನಗರಸಭೆ ಕ್ರಮ ಕೈಗೊಳ್ಳಲಿ.: [199, 835, 276, 917]
- kedar-photo: [669, 697, 936, 819]
- program-item-1-title: ಕಿತ್ತೂರು ರಾಣಿ ಚೆನ್ನಮ್ಮ ಜಯಂತಿ: [107, 253, 191, 262]
- market-box: [726, 506, 936, 668]
- temple-photo-2: [283, 319, 378, 427]
- program-item-1-more: ಕನ್ನಡ ಮತ್ತು ಸಂಸ್ಕೃತಿ ಇಲಾಖೆ, ತಾಲ್ಲೂಕು ಆಡಳಿತ ಹಾಗೂ ವಿವಿಧ ಸಂಘಟನೆಗಳ ಸಹಯೋಗದಲ್ಲಿ ನಡೆಯಲಿರುವ ಕಾರ್ಯಕ್ರಮದಲ್ಲಿ ಸಂಸದರು, ಜಿಲ್ಲಾ ಪಂಚಾಯತಿ ಸಿಇಒ, ಪೊಲೀಸ್ ವರಿಷ್ಠಾಧಿಕಾರಿ, ವಿವಿಧ ಇಲಾಖೆಗಳ ಅಧಿಕಾರಿಗಳು ಭಾಗವಹಿಸುವರು. ಸಾಧಕರಿಗೆ ಸನ್ಮಾನ ಹಾಗೂ ಸಾಂಸ್ಕೃತಿಕ ಕಾರ್ಯಕ್ರಮ ನಡೆಯಲಿದೆ.: [107, 318, 191, 400]
- kedar-col2: ಮಂಗಳವಾರ ಬೆಳಗ್ಗೆಯಿಂದಲೇ ದೇವಾಲಯಗಳಲ್ಲಿ ಭಕ್ತರ ದಂಡು ಕಂಡುಬಂತು. ದೇವರಿಗೆ ವಿಶೇಷ ಅಲಂಕಾರ, ಅಭಿಷೇಕ, ಅರ್ಚನೆ ನಡೆಯಿತು. ಪ್ರಸಾದ ವಿನಿಯೋಗ ಏರ್ಪಡಿಸಲಾಗಿತ್ತು. ಸಂಜೆ ದೀಪೋತ್ಸವ ನಡೆಯಿತು. ನಗರದ ಸೋಮೇಶ್ವರ, ಕಾಶಿ ವಿಶ್ವನಾಥ ದೇವಾಲಯಗಳಲ್ಲಿ ವಿಶೇಷ ಕಾರ್ಯಕ್ರಮಗಳು ನಡೆದವು. ದೇವಾಲಯ ಸಮಿತಿಯವರು ಸಕಲ ವ್ಯವಸ್ಥೆ ಮಾಡಿದ್ದರು.: [756, 833, 844, 923]
- market-item: ಬದನೇಕಾಯಿ: [779, 583, 854, 595]
- temple-caption-1: ಅಲಂಕಾರದಲ್ಲಿ ಕೋಲಾರ ಜಿಲ್ಲೆಯ ದೇವಾಲಯಗಳಲ್ಲಿ ದೀಪಾವಳಿ ಅಂಗವಾಗಿ ವಿಶೇಷ ಪೂಜೆ ನಡೆಯಿತು.: [283, 233, 378, 260]
- masthead: [88, 22, 936, 42]
- cinema-item-4: ದೀರ್ಘಸುಮಂಗಲಿ: [121, 969, 173, 980]
- cinema-item-1: ಬಲ್ ನಗರ: [128, 886, 166, 898]
- tv-filler-10: ನಸ್ಲೆನ್, ಮಮಿತಾ ಬೈಜು: [198, 552, 248, 561]
- market-item: ಹುರುಳಿಕಾಯಿ: [779, 546, 854, 558]
- cinema-item-3: ರಾಜಾ: [137, 937, 157, 949]
- diwali-col1: ಕೋಲಾರ ಅ.22: ದೀಪಾವಳಿ ಹಬ್ಬದ ಪ್ರಯುಕ್ತ ನಗರದಲ್ಲಿ ಲಯನ್ಸ್ ಕ್ಲಬ್ ವತಿಯಿಂದ ಸಾರ್ವಜನಿಕರಿಗೆ ಸಸಿಗಳನ್ನು ವಿತರಿಸಲಾಯಿತು. ಪರಿಸರ ಸಂರಕ್ಷಣೆ ಪ್ರತಿಯೊಬ್ಬರ ಹೊಣೆಯಾಗಿದ್ದು ಪಟಾಕಿ ಬದಲು ಗಿಡ ನೆಟ್ಟು ಹಬ್ಬ ಆಚರಿಸಬೇಕು ಎಂದು ಗಣ್ಯರು ಕರೆ ನೀಡಿದರು.: [293, 845, 378, 908]
- temple-caption-2: ಮಾಲೂರು ತಾಲ್ಲೂಕಿನ ದೇವಾಲಯದಲ್ಲಿ ದೇವರಿಗೆ ಹೂವಿನ ಅಲಂಕಾರ.: [283, 430, 378, 448]
- cinema-filler-5: ರವಿಚಂದ್ರನ್, ಜುಹಿ ಚಾವ್ಲಾ: [107, 1028, 163, 1037]
- radio-title: ಆಕಾಶವಾಣಿ: [733, 51, 787, 68]
- hani-subtitle: ನಿರೀಕ್ಷೆಯಲ್ಲಿ: [174, 148, 205, 158]
- column-rule-2: [667, 674, 668, 1319]
